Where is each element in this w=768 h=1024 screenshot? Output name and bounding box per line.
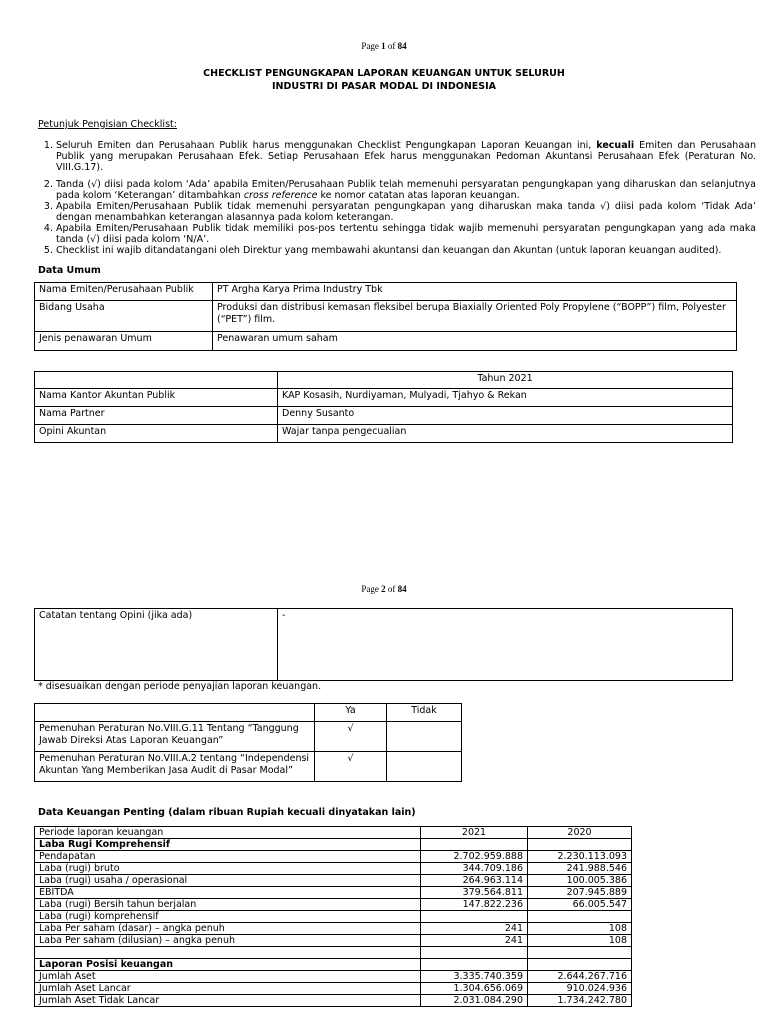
compliance-label: Pemenuhan Peraturan No.VIII.A.2 tentang “Independensi Akuntan Yang Memberikan Jasa Audit di Pasar Modal”	[35, 752, 315, 782]
row-label	[35, 947, 421, 959]
year-col-2: 2020	[528, 827, 632, 839]
table-row	[35, 959, 632, 971]
value-2020	[528, 959, 632, 971]
auditor-label: Nama Partner	[35, 407, 278, 425]
value-2020: 241.988.546	[528, 863, 632, 875]
table-row	[35, 911, 632, 923]
row-label: Laba Rugi Komprehensif	[35, 839, 421, 851]
data-umum-value: Penawaran umum saham	[213, 332, 737, 351]
period-label: Periode laporan keuangan	[35, 827, 421, 839]
value-2020	[528, 947, 632, 959]
compliance-table	[34, 703, 462, 782]
row-label: Laba Per saham (dasar) – angka penuh	[35, 923, 421, 935]
row-label: Jumlah Aset Tidak Lancar	[35, 995, 421, 1007]
row-label: Laporan Posisi keuangan	[35, 959, 421, 971]
row-label: Laba Per saham (dilusian) – angka penuh	[35, 935, 421, 947]
empty-cell	[35, 704, 315, 722]
table-row	[35, 851, 632, 863]
table-row	[35, 609, 733, 681]
page-num: 1	[381, 41, 386, 51]
table-row	[35, 752, 462, 782]
table-row	[35, 407, 733, 425]
value-2021: 241	[421, 923, 528, 935]
value-2021: 3.335.740.359	[421, 971, 528, 983]
auditor-label: Opini Akuntan	[35, 425, 278, 443]
table-row	[35, 389, 733, 407]
instruction-item: 3. Apabila Emiten/Perusahaan Publik tidak memenuhi persyaratan pengungkapan yang diharuskan maka tanda √) diisi pada kolom ‘Tidak Ada’ dengan menambahkan keterangan alasannya pada kolom keterangan.	[56, 201, 756, 223]
empty-cell	[35, 372, 278, 389]
value-2020	[528, 911, 632, 923]
value-2021: 379.564.811	[421, 887, 528, 899]
page-prefix: Page	[361, 584, 382, 594]
compliance-label: Pemenuhan Peraturan No.VIII.G.11 Tentang “Tanggung Jawab Direksi Atas Laporan Keuangan”	[35, 722, 315, 752]
value-2020: 108	[528, 935, 632, 947]
row-label: Laba (rugi) usaha / operasional	[35, 875, 421, 887]
data-umum-heading: Data Umum	[38, 265, 101, 276]
table-row	[35, 332, 737, 351]
auditor-value: KAP Kosasih, Nurdiyaman, Mulyadi, Tjahyo & Rekan	[278, 389, 733, 407]
value-2020: 108	[528, 923, 632, 935]
value-2021: 1.304.656.069	[421, 983, 528, 995]
table-row	[35, 899, 632, 911]
page-total: 84	[397, 41, 407, 51]
table-header-row	[35, 827, 632, 839]
value-2020: 1.734.242.780	[528, 995, 632, 1007]
document-title-line2: INDUSTRI DI PASAR MODAL DI INDONESIA	[271, 81, 497, 92]
row-label: Jumlah Aset	[35, 971, 421, 983]
check-mark: √	[315, 752, 387, 782]
table-row	[35, 995, 632, 1007]
value-2021	[421, 839, 528, 851]
table-row	[35, 863, 632, 875]
auditor-value: Wajar tanpa pengecualian	[278, 425, 733, 443]
page-number-2	[0, 584, 768, 595]
page-of: of	[385, 584, 398, 594]
page-prefix: Page	[361, 41, 382, 51]
data-umum-label: Bidang Usaha	[35, 301, 213, 332]
row-label: Pendapatan	[35, 851, 421, 863]
table-row	[35, 875, 632, 887]
check-mark: √	[315, 722, 387, 752]
document-title-line1: CHECKLIST PENGUNGKAPAN LAPORAN KEUANGAN UNTUK SELURUH	[203, 68, 565, 79]
table-row	[35, 839, 632, 851]
instructions-heading: Petunjuk Pengisian Checklist:	[38, 119, 177, 130]
col-tidak: Tidak	[387, 704, 462, 722]
data-umum-value: Produksi dan distribusi kemasan fleksibel berupa Biaxially Oriented Poly Propylene (“BOPP”) film, Polyester (“PET”) film.	[213, 301, 737, 332]
opini-note-table	[34, 608, 733, 681]
value-2020	[528, 839, 632, 851]
instruction-item: 4. Apabila Emiten/Perusahaan Publik tidak memiliki pos-pos tertentu sehingga tidak wajib memenuhi persyaratan pengungkapan yang ada maka tanda (√) diisi pada kolom ‘N/A’.	[56, 223, 756, 245]
page-total: 84	[397, 584, 407, 594]
table-row	[35, 425, 733, 443]
table-row	[35, 947, 632, 959]
table-row	[35, 722, 462, 752]
table-row	[35, 935, 632, 947]
data-umum-label: Nama Emiten/Perusahaan Publik	[35, 283, 213, 301]
instructions-list	[38, 140, 756, 256]
check-cell	[387, 722, 462, 752]
value-2021: 2.031.084.290	[421, 995, 528, 1007]
financial-heading: Data Keuangan Penting (dalam ribuan Rupiah kecuali dinyatakan lain)	[38, 807, 416, 818]
value-2020: 910.024.936	[528, 983, 632, 995]
value-2021: 2.702.959.888	[421, 851, 528, 863]
data-umum-value: PT Argha Karya Prima Industry Tbk	[213, 283, 737, 301]
table-row	[35, 283, 737, 301]
table-row	[35, 301, 737, 332]
value-2020: 2.230.113.093	[528, 851, 632, 863]
row-label: Laba (rugi) Bersih tahun berjalan	[35, 899, 421, 911]
footnote: * disesuaikan dengan periode penyajian laporan keuangan.	[38, 681, 322, 692]
opini-note-value: -	[278, 609, 733, 681]
row-label: EBITDA	[35, 887, 421, 899]
value-2021	[421, 959, 528, 971]
value-2021: 241	[421, 935, 528, 947]
value-2021	[421, 947, 528, 959]
value-2021: 264.963.114	[421, 875, 528, 887]
table-row	[35, 983, 632, 995]
value-2020: 2.644.267.716	[528, 971, 632, 983]
table-row	[35, 372, 733, 389]
financial-table	[34, 826, 632, 1007]
row-label: Laba (rugi) komprehensif	[35, 911, 421, 923]
instruction-item: 2. Tanda (√) diisi pada kolom ‘Ada’ apabila Emiten/Perusahaan Publik telah memenuhi persyaratan pengungkapan yang diharuskan dan selanjutnya pada kolom ‘Keterangan’ ditambahkan cross reference ke nomor catatan atas laporan keuangan.	[56, 179, 756, 201]
table-row	[35, 923, 632, 935]
value-2021: 344.709.186	[421, 863, 528, 875]
value-2020: 66.005.547	[528, 899, 632, 911]
value-2020: 207.945.889	[528, 887, 632, 899]
row-label: Laba (rugi) bruto	[35, 863, 421, 875]
table-row	[35, 704, 462, 722]
data-umum-table	[34, 282, 737, 351]
value-2021	[421, 911, 528, 923]
check-cell	[387, 752, 462, 782]
instruction-item: 5. Checklist ini wajib ditandatangani oleh Direktur yang membawahi akuntansi dan keuangan dan Akuntan (untuk laporan keuangan audited).	[56, 245, 756, 256]
instruction-item: 1. Seluruh Emiten dan Perusahaan Publik harus menggunakan Checklist Pengungkapan Laporan Keuangan ini, kecuali Emiten dan Perusahaan Publik yang merupakan Perusahaan Efek. Setiap Perusahaan Efek harus menggunakan Pedoman Akuntansi Perusahaan Efek (Peraturan No. VIII.G.17).	[56, 140, 756, 173]
value-2020: 100.005.386	[528, 875, 632, 887]
page-number-1	[0, 41, 768, 52]
table-row	[35, 887, 632, 899]
year-col-1: 2021	[421, 827, 528, 839]
row-label: Jumlah Aset Lancar	[35, 983, 421, 995]
data-umum-label: Jenis penawaran Umum	[35, 332, 213, 351]
opini-note-label: Catatan tentang Opini (jika ada)	[35, 609, 278, 681]
auditor-label: Nama Kantor Akuntan Publik	[35, 389, 278, 407]
table-row	[35, 971, 632, 983]
auditor-table	[34, 371, 733, 443]
auditor-value: Denny Susanto	[278, 407, 733, 425]
year-header: Tahun 2021	[278, 372, 733, 389]
page-num: 2	[381, 584, 386, 594]
value-2021: 147.822.236	[421, 899, 528, 911]
col-ya: Ya	[315, 704, 387, 722]
page-of: of	[385, 41, 398, 51]
